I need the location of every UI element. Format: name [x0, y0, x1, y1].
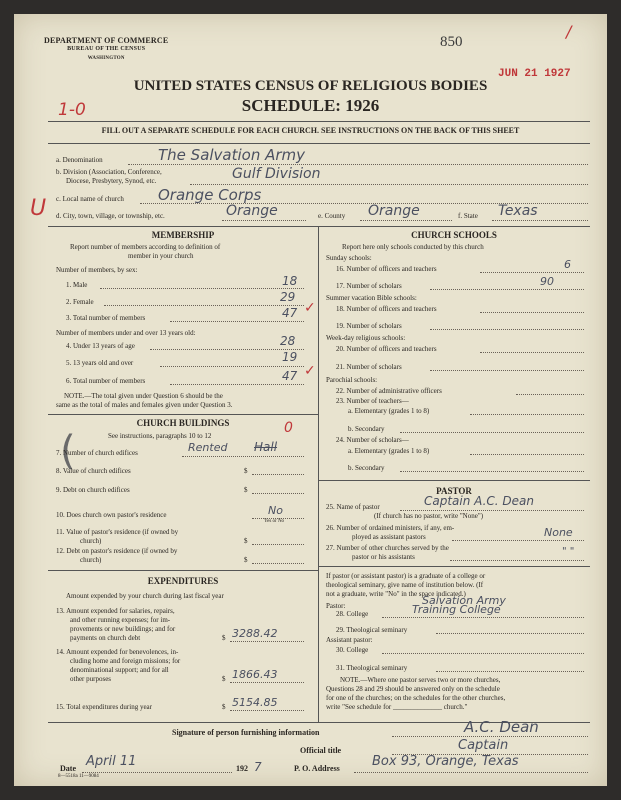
sunday-schools-label: Sunday schools: [326, 254, 372, 262]
q11-value-label: 11. Value of pastor's residence (if owned by [56, 528, 179, 536]
pastor-subhead: Pastor: [326, 602, 346, 610]
po-address-label: P. O. Address [294, 764, 340, 773]
q4-under13-label: 4. Under 13 years of age [66, 342, 135, 350]
signature-value[interactable]: A.C. Dean [464, 718, 539, 736]
q9-line [252, 493, 304, 494]
state-line [492, 220, 588, 221]
q28-label: 28. College [336, 610, 369, 618]
q1-male-label: 1. Male [66, 281, 88, 289]
q8-line [252, 474, 304, 475]
pastor-note-3: for one of the churches; on the schedules for the other churches, [326, 694, 506, 702]
po-address-line [354, 772, 588, 773]
q27-line [450, 560, 584, 561]
q12-debt-label-2: church) [80, 556, 102, 564]
red-slash-mark: / [566, 22, 572, 41]
margin-mark-1-0: 1-0 [58, 100, 86, 120]
q24a-label: a. Elementary (grades 1 to 8) [348, 447, 430, 455]
q4-under13-value[interactable]: 28 [280, 334, 296, 348]
buildings-divider [48, 570, 318, 571]
weekday-schools-label: Week-day religious schools: [326, 334, 406, 342]
state-value[interactable]: Texas [498, 203, 538, 219]
date-line [82, 772, 232, 773]
church-name-label: c. Local name of church [56, 195, 124, 203]
q7-edifices-label: 7. Number of church edifices [56, 449, 138, 457]
parochial-schools-label: Parochial schools: [326, 376, 378, 384]
expenditures-sub: Amount expended by your church during last fiscal year [66, 592, 224, 600]
q6-total-label: 6. Total number of members [66, 377, 146, 385]
city-line [222, 220, 306, 221]
graduate-note-2: theological seminary, give name of institution below. (If [326, 581, 484, 589]
pastor-note-4: write "See schedule for ______________ church." [326, 703, 468, 711]
q2-line [104, 305, 304, 306]
q26-line-2: ployed as assistant pastors [352, 533, 426, 541]
dept-line-1: DEPARTMENT OF COMMERCE [44, 36, 169, 45]
q15-currency: $ [222, 703, 226, 711]
q12-line [252, 563, 304, 564]
q1-line [100, 288, 304, 289]
q24b-label: b. Secondary [348, 464, 385, 472]
pastor-handwritten[interactable]: Salvation Army [422, 594, 506, 607]
q7-edifices-value[interactable]: Rented [188, 441, 228, 454]
q18-line [480, 312, 584, 313]
instruction-divider [48, 143, 590, 144]
q11-value-label-2: church) [80, 537, 102, 545]
schools-divider [318, 480, 590, 481]
schedule-title: SCHEDULE: 1926 [241, 96, 380, 115]
q14-line [230, 682, 304, 683]
q20-label: 20. Number of officers and teachers [336, 345, 437, 353]
q3-line [170, 321, 304, 322]
q17-label: 17. Number of scholars [336, 282, 402, 290]
q27-line-1: 27. Number of other churches served by the [326, 544, 449, 552]
print-code: 8—5518a 11—9084 [58, 774, 99, 779]
q29-label: 29. Theological seminary [336, 626, 408, 634]
red-zero-mark: 0 [284, 420, 293, 436]
q24a-line [470, 454, 584, 455]
q1-male-value[interactable]: 18 [282, 274, 298, 288]
q23a-label: a. Elementary (grades 1 to 8) [348, 407, 430, 415]
q13-currency: $ [222, 634, 226, 642]
red-check-mark: ✓ [304, 300, 316, 316]
q25-label: 25. Name of pastor [326, 503, 380, 511]
pastor-inner-divider [318, 566, 590, 567]
graduate-note-3: not a graduate, write "No" in the space indicated.) [326, 590, 466, 598]
signature-line [392, 736, 588, 737]
membership-divider [48, 414, 318, 415]
pastor-heading: PASTOR [436, 486, 472, 496]
membership-intro-2: member in your church [128, 252, 194, 260]
q24-label: 24. Number of scholars— [336, 436, 409, 444]
bracket-mark: ( [60, 428, 76, 474]
pastor-note-1: NOTE.—Where one pastor serves two or more churches, [340, 676, 501, 684]
instruction-line: FILL OUT A SEPARATE SCHEDULE FOR EACH CHURCH. SEE INSTRUCTIONS ON THE BACK OF THIS SHEET [101, 126, 520, 135]
q7-line [182, 456, 304, 457]
q5-over13-label: 5. 13 years old and over [66, 359, 134, 367]
margin-mark-u: U [30, 196, 47, 221]
q14-currency: $ [222, 675, 226, 683]
q17-line [430, 289, 584, 290]
denomination-line [128, 164, 588, 165]
q14-line-4: other purposes [70, 675, 112, 683]
q11-currency: $ [244, 537, 248, 545]
q16-value[interactable]: 6 [564, 258, 571, 271]
q9-debt-label: 9. Debt on church edifices [56, 486, 130, 494]
q2-female-label: 2. Female [66, 298, 94, 306]
q16-label: 16. Number of officers and teachers [336, 265, 437, 273]
q31-label: 31. Theological seminary [336, 664, 408, 672]
q23b-line [400, 432, 584, 433]
q19-line [430, 329, 584, 330]
dept-line-3: WASHINGTON [87, 56, 125, 61]
city-label: d. City, town, village, or township, etc. [56, 212, 165, 220]
q17-value[interactable]: 90 [540, 275, 554, 288]
q5-line [160, 366, 304, 367]
q13-line-2: and other running expenses; for im- [70, 616, 171, 624]
q23-label: 23. Number of teachers— [336, 397, 409, 405]
page-title: UNITED STATES CENSUS OF RELIGIOUS BODIES [133, 78, 488, 94]
column-divider [318, 226, 319, 722]
q3-total-label: 3. Total number of members [66, 314, 146, 322]
division-label-2: Diocese, Presbytery, Synod, etc. [66, 177, 157, 185]
q8-currency: $ [244, 467, 248, 475]
q6-line [170, 384, 304, 385]
q9-currency: $ [244, 486, 248, 494]
q25-value[interactable]: Captain A.C. Dean [424, 494, 534, 508]
graduate-note-1: If pastor (or assistant pastor) is a graduate of a college or [326, 572, 486, 580]
q28-value[interactable]: Training College [412, 603, 501, 616]
q13-line-3: provements or new buildings; and for [70, 625, 176, 633]
q12-debt-label: 12. Debt on pastor's residence (if owned by [56, 547, 178, 555]
members-by-sex-label: Number of members, by sex: [56, 266, 138, 274]
q26-line [452, 540, 584, 541]
q27-line-2: pastor or his assistants [352, 553, 415, 561]
red-check-mark-2: ✓ [304, 363, 316, 379]
membership-intro-1: Report number of members according to definition of [70, 243, 221, 251]
q25-hint: (If church has no pastor, write "None") [374, 512, 484, 520]
county-line [360, 220, 452, 221]
q18-label: 18. Number of officers and teachers [336, 305, 437, 313]
q28-line [382, 617, 584, 618]
q15-value[interactable]: 5154.85 [232, 696, 278, 709]
division-value[interactable]: Gulf Division [232, 166, 321, 182]
date-label: Date [60, 764, 76, 773]
q24b-line [400, 471, 584, 472]
q31-line [436, 671, 584, 672]
date-value[interactable]: April 11 [86, 754, 137, 769]
q26-value[interactable]: None [544, 526, 573, 539]
q5-over13-value[interactable]: 19 [282, 350, 298, 364]
q15-total-label: 15. Total expenditures during year [56, 703, 152, 711]
q20-line [480, 352, 584, 353]
top-divider [48, 121, 590, 122]
schools-heading: CHURCH SCHOOLS [411, 230, 497, 240]
official-title-label: Official title [300, 746, 342, 755]
q19-label: 19. Number of scholars [336, 322, 402, 330]
denomination-label: a. Denomination [56, 156, 103, 164]
q8-value-label: 8. Value of church edifices [56, 467, 131, 475]
q11-line [252, 544, 304, 545]
county-value[interactable]: Orange [368, 203, 420, 219]
q7-edifices-value-2[interactable]: Hall [254, 440, 278, 454]
q23b-label: b. Secondary [348, 425, 385, 433]
q21-line [430, 370, 584, 371]
schools-sub: Report here only schools conducted by this church [342, 243, 484, 251]
q3-total-value[interactable]: 47 [282, 306, 298, 320]
q10-residence-label: 10. Does church own pastor's residence [56, 511, 167, 519]
q13-line [230, 641, 304, 642]
q14-line-3: denominational support; and for all [70, 666, 169, 674]
q29-line [436, 633, 584, 634]
q22-label: 22. Number of administrative officers [336, 387, 442, 395]
received-date-stamp: JUN 21 1927 [498, 68, 571, 80]
q13-line-4: payments on church debt [70, 634, 141, 642]
assistant-pastor-subhead: Assistant pastor: [326, 636, 373, 644]
division-line [190, 184, 588, 185]
summer-schools-label: Summer vacation Bible schools: [326, 294, 417, 302]
q23a-line [470, 414, 584, 415]
q14-line-2: cluding home and foreign missions; for [70, 657, 181, 665]
q12-currency: $ [244, 556, 248, 564]
q22-line [516, 394, 584, 395]
state-label: f. State [458, 212, 478, 220]
q13-line-1: 13. Amount expended for salaries, repairs, [56, 607, 175, 615]
year-printed: 192 [236, 764, 248, 773]
city-value[interactable]: Orange [226, 203, 278, 219]
dept-line-2: BUREAU OF THE CENSUS [67, 46, 146, 52]
membership-note-2: same as the total of males and females given under Question 3. [56, 401, 233, 409]
q26-line-1: 26. Number of ordained ministers, if any, em- [326, 524, 455, 532]
official-title-value[interactable]: Captain [458, 738, 509, 753]
form-number: 850 [440, 34, 463, 50]
q15-line [230, 710, 304, 711]
q10-hint: Yes or No [264, 519, 285, 524]
section-divider-top [48, 226, 590, 227]
q30-line [382, 653, 584, 654]
membership-heading: MEMBERSHIP [151, 230, 215, 240]
q13-value[interactable]: 3288.42 [232, 627, 278, 640]
department-heading [44, 36, 168, 63]
church-name-value[interactable]: Orange Corps [158, 186, 262, 204]
county-label: e. County [318, 212, 346, 220]
pastor-note-2: Questions 28 and 29 should be answered only on the schedule [326, 685, 500, 693]
q10-residence-value[interactable]: No [268, 504, 283, 517]
buildings-sub: See instructions, paragraphs 10 to 12 [108, 432, 212, 440]
year-handwritten[interactable]: 7 [254, 760, 262, 774]
q21-label: 21. Number of scholars [336, 363, 402, 371]
signature-label: Signature of person furnishing information [172, 728, 320, 737]
q14-line-1: 14. Amount expended for benevolences, in- [56, 648, 179, 656]
buildings-heading: CHURCH BUILDINGS [136, 418, 230, 428]
division-label: b. Division (Association, Conference, [56, 168, 162, 176]
q14-value[interactable]: 1866.43 [232, 668, 278, 681]
q25-line [400, 510, 584, 511]
q2-female-value[interactable]: 29 [280, 290, 296, 304]
membership-note-1: NOTE.—The total given under Question 6 should be the [64, 392, 223, 400]
q27-value[interactable]: " " [562, 546, 575, 557]
q6-total-value[interactable]: 47 [282, 369, 298, 383]
q30-label: 30. College [336, 646, 369, 654]
po-address-value[interactable]: Box 93, Orange, Texas [372, 754, 519, 769]
denomination-value[interactable]: The Salvation Army [158, 146, 306, 164]
q16-line [480, 272, 584, 273]
q4-line [150, 349, 304, 350]
expenditures-heading: EXPENDITURES [147, 576, 219, 586]
age-head-label: Number of members under and over 13 years old: [56, 329, 196, 337]
